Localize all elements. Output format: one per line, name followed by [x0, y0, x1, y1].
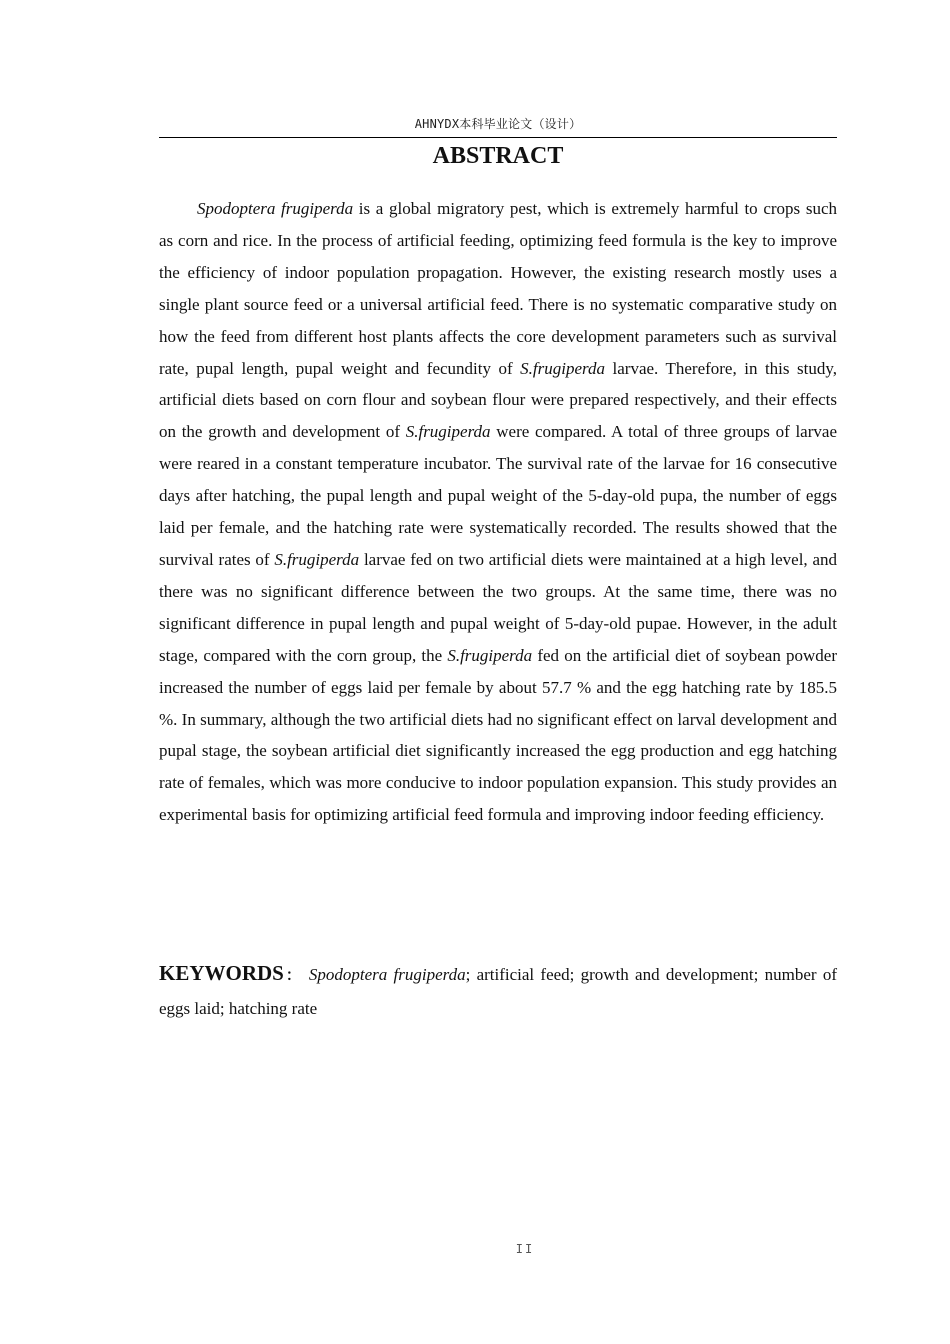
species-abbr: S.frugiperda: [274, 549, 360, 569]
keywords-label: KEYWORDS: [159, 961, 284, 985]
keyword-species: Spodoptera frugiperda: [308, 965, 466, 984]
abstract-text-4: larvae fed on two artificial diets were maintained at a high level, and there was no significant difference between the two groups. At the same time, there was no significant difference in pupal length and pupal weight of 5-day-old pupae. However, in the adult stage, compared with the corn group, the: [159, 549, 837, 665]
running-header: AHNYDX本科毕业论文（设计）: [414, 117, 582, 131]
abstract-paragraph: [159, 193, 837, 831]
abstract-text-5: fed on the artificial diet of soybean powder increased the number of eggs laid per female by about 57.7 % and the egg hatching rate by 185.5 %. In summary, although the two artificial diets had no significant effect on larval development and pupal stage, the soybean artificial diet significantly increased the egg production and egg hatching rate of females, which was more conducive to indoor population expansion. This study provides an experimental basis for optimizing artificial feed formula and improving indoor feeding efficiency.: [159, 645, 837, 825]
abstract-text-3: were compared. A total of three groups of larvae were reared in a constant temperature incubator. The survival rate of the larvae for 16 consecutive days after hatching, the pupal length and pupal weight of the 5-day-old pupa, the number of eggs laid per female, and the hatching rate were systematically recorded. The results showed that the survival rates of: [159, 422, 837, 569]
keywords-paragraph: [159, 958, 837, 1025]
keywords-list: ; artificial feed; growth and development; number of eggs laid; hatching rate: [159, 965, 837, 1018]
header-rule: [159, 137, 837, 138]
page-title: ABSTRACT: [432, 143, 564, 169]
abstract-text-2: larvae. Therefore, in this study, artificial diets based on corn flour and soybean flour were prepared respectively, and their effects on the growth and development of: [159, 358, 837, 442]
species-abbr: S.frugiperda: [447, 645, 533, 665]
species-abbr: S.frugiperda: [405, 422, 491, 442]
page-number: II: [515, 1242, 535, 1256]
abstract-text-1: is a global migratory pest, which is extremely harmful to crops such as corn and rice. In the process of artificial feeding, optimizing feed formula is the key to improve the efficiency of indoor population propagation. However, the existing research mostly uses a single plant source feed or a universal artificial feed. There is no systematic comparative study on how the feed from different host plants affects the core development parameters such as survival rate, pupal length, pupal weight and fecundity of: [159, 199, 837, 378]
species-abbr: S.frugiperda: [520, 358, 606, 378]
species-name: Spodoptera frugiperda: [197, 199, 354, 218]
keywords-colon: ：: [283, 968, 303, 984]
